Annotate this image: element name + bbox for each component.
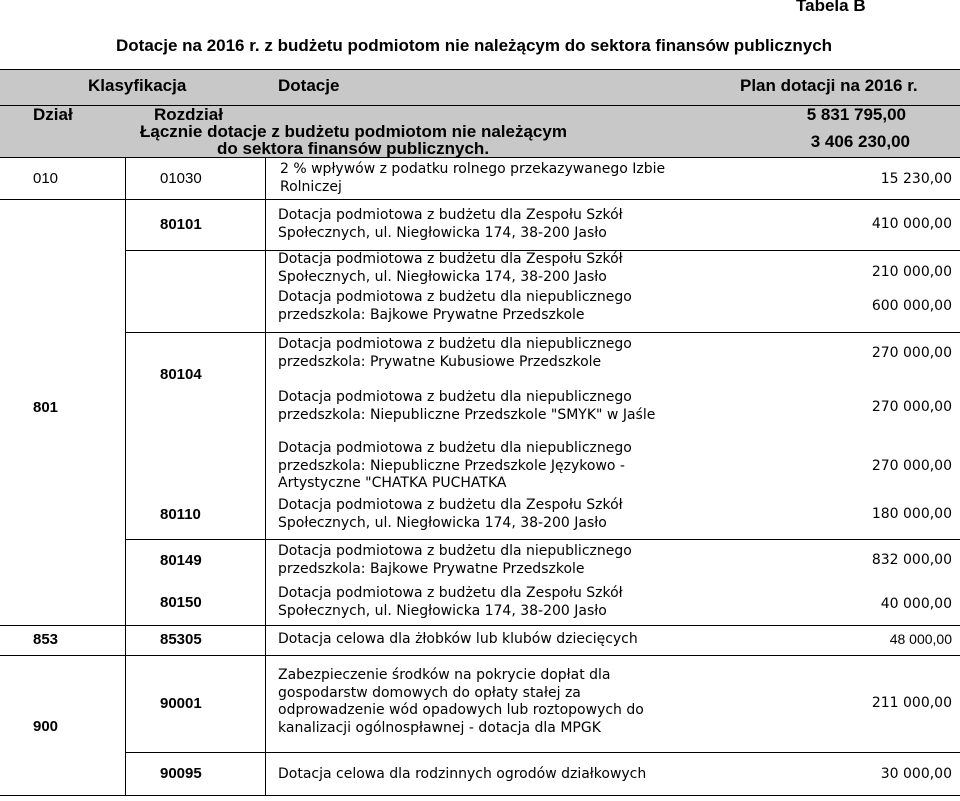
row-rozdzial: 90095 [160,765,202,782]
header-plan: Plan dotacji na 2016 r. [740,76,918,95]
row-description: Zabezpieczenie środków na pokrycie dopłat dla gospodarstw domowych do opłaty stałej za odprowadzenie wód opadowych lub roztopowych do kanalizacji ogólnospławnej - dotacja dla MPGK [278,667,644,736]
row-amount: 270 000,00 [871,345,952,361]
grid-line [0,625,960,626]
row-dzial: 900 [33,718,59,735]
table-label: Tabela B [796,0,866,15]
grid-line [0,655,960,656]
row-dzial: 801 [33,399,59,416]
grid-line [125,752,960,753]
row-amount: 410 000,00 [871,216,952,232]
header-klasyfikacja: Klasyfikacja [88,76,187,95]
row-description: Dotacja podmiotowa z budżetu dla niepublicznego przedszkola: Bajkowe Prywatne Przedszkole [278,289,632,323]
row-amount: 270 000,00 [871,399,952,415]
row-description: Dotacja celowa dla żłobków lub klubów dziecięcych [278,631,638,647]
row-description: Dotacja podmiotowa z budżetu dla Zespołu Szkół Społecznych, ul. Niegłowicka 174, 38-200 Jasło [278,207,623,241]
row-amount: 211 000,00 [871,695,952,711]
row-amount: 15 230,00 [880,171,952,187]
row-amount: 210 000,00 [871,264,952,280]
grid-line [0,795,960,796]
row-amount: 180 000,00 [871,506,952,522]
grid-line [125,539,960,540]
subtotal-label-line1: Łącznie dotacje z budżetu podmiotom nie należącym [140,122,567,141]
header-rozdzial: Rozdział [154,105,223,124]
grid-line [0,69,960,70]
grid-line [125,332,960,333]
row-rozdzial: 90001 [160,695,202,712]
row-rozdzial: 80101 [160,216,202,233]
row-rozdzial: 80104 [160,366,202,383]
row-dzial: 010 [33,170,59,187]
subtotal-amount: 3 406 230,00 [810,132,910,151]
row-description: Dotacja podmiotowa z budżetu dla niepublicznego przedszkola: Niepubliczne Przedszkole Językowo - Artystyczne "CHATKA PUCHATKA [278,440,632,491]
row-description: Dotacja podmiotowa z budżetu dla niepublicznego przedszkola: Bajkowe Prywatne Przedszkole [278,543,632,577]
row-dzial: 853 [33,631,59,648]
row-amount: 270 000,00 [871,458,952,474]
row-amount: 600 000,00 [871,298,952,314]
grid-line [125,157,126,795]
row-description: Dotacja podmiotowa z budżetu dla Zespołu Szkół Społecznych, ul. Niegłowicka 174, 38-200 Jasło [278,497,623,531]
row-rozdzial: 85305 [160,631,202,648]
grid-line [0,199,960,200]
page-title: Dotacje na 2016 r. z budżetu podmiotom nie należącym do sektora finansów publicznych [116,36,833,55]
row-rozdzial: 80110 [160,506,201,523]
grid-line [265,157,266,795]
grid-line [0,157,960,158]
header-dotacje: Dotacje [278,76,340,95]
grid-line [0,105,960,106]
row-description: 2 % wpływów z podatku rolnego przekazywanego Izbie Rolniczej [280,161,666,195]
row-description: Dotacja podmiotowa z budżetu dla niepublicznego przedszkola: Prywatne Kubusiowe Przedszkole [278,336,632,370]
row-amount: 30 000,00 [880,766,952,782]
row-rozdzial: 80149 [160,552,202,569]
row-description: Dotacja podmiotowa z budżetu dla Zespołu Szkół Społecznych, ul. Niegłowicka 174, 38-200 Jasło [278,251,623,285]
row-description: Dotacja podmiotowa z budżetu dla niepublicznego przedszkola: Niepubliczne Przedszkole "SMYK" w Jaśle [278,389,656,423]
row-amount: 40 000,00 [880,596,952,612]
row-description: Dotacja podmiotowa z budżetu dla Zespołu Szkół Społecznych, ul. Niegłowicka 174, 38-200 Jasło [278,585,623,619]
subtotal-label-line2: do sektora finansów publicznych. [217,139,490,158]
row-description: Dotacja celowa dla rodzinnych ogrodów działkowych [278,766,647,782]
row-amount: 832 000,00 [871,552,952,568]
row-rozdzial: 01030 [160,170,202,187]
grand-total: 5 831 795,00 [806,105,906,124]
header-dzial: Dział [33,105,73,124]
row-rozdzial: 80150 [160,594,202,611]
row-amount: 48 000,00 [889,631,952,647]
